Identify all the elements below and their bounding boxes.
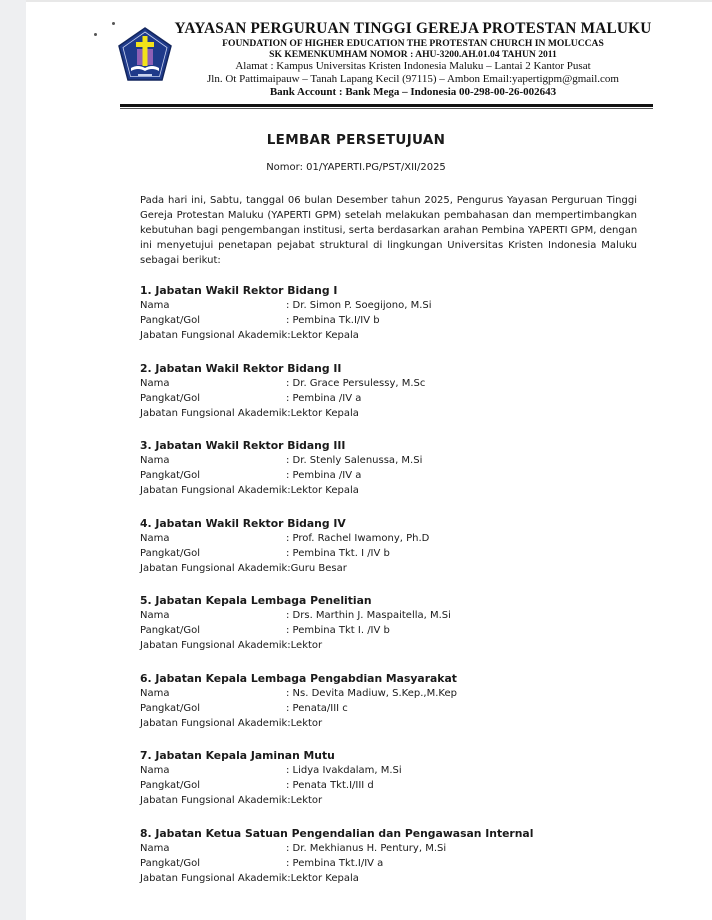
functional-value: Lektor [290, 795, 323, 806]
foundation-crest-icon [116, 26, 174, 84]
functional-value: Lektor Kepala [290, 872, 359, 884]
intro-line: Pada hari ini, Sabtu, tanggal 06 bulan Desember tahun 2025, Pengurus Yayasan Perguruan Tinggi [140, 195, 637, 206]
foundation-english-name: FOUNDATION OF HIGHER EDUCATION THE PROTESTAN CHURCH IN MOLUCCAS [222, 38, 604, 49]
position-item [140, 438, 640, 516]
rank-value: : Pembina /IV a [286, 470, 362, 481]
rank-label: Pangkat/Gol [140, 625, 201, 636]
intro-paragraph [140, 193, 637, 268]
name-value: : Dr. Grace Persulessy, M.Sc [286, 377, 426, 389]
functional-label: Jabatan Fungsional Akademik: [140, 717, 291, 729]
position-title: 5. Jabatan Kepala Lembaga Penelitian [140, 594, 372, 607]
address-line: Alamat : Kampus Universitas Kristen Indonesia Maluku – Lantai 2 Kantor Pusat [235, 60, 591, 72]
functional-value: Lektor [290, 717, 323, 729]
rank-label: Pangkat/Gol [140, 392, 201, 404]
rank-value: : Pembina Tkt.I/IV a [286, 857, 384, 869]
name-label: Nama [140, 300, 170, 311]
name-label: Nama [140, 455, 170, 466]
functional-label: Jabatan Fungsional Akademik: [140, 407, 291, 419]
rank-value: : Pembina /IV a [286, 392, 362, 404]
name-value: : Dr. Mekhianus H. Pentury, M.Si [286, 842, 447, 854]
organization-name: YAYASAN PERGURUAN TINGGI GEREJA PROTESTAN MALUKU [174, 20, 652, 37]
functional-value: Guru Besar [290, 562, 347, 574]
functional-label: Jabatan Fungsional Akademik: [140, 562, 291, 574]
position-item [140, 361, 640, 439]
rank-value: : Pembina Tkt I. /IV b [286, 625, 390, 636]
position-title: 8. Jabatan Ketua Satuan Pengendalian dan Pengawasan Internal [140, 826, 534, 840]
position-title: 1. Jabatan Wakil Rektor Bidang I [140, 284, 338, 297]
letterhead [168, 20, 658, 99]
document-title: LEMBAR PERSETUJUAN [266, 132, 446, 148]
intro-line: kebutuhan bagi pengembangan institusi, serta berdasarkan arahan Pembina YAPERTI GPM, dengan [140, 225, 638, 236]
functional-value: Lektor Kepala [290, 485, 359, 496]
name-value: : Prof. Rachel Iwamony, Ph.D [286, 532, 430, 544]
functional-label: Jabatan Fungsional Akademik: [140, 485, 291, 496]
rank-label: Pangkat/Gol [140, 315, 201, 326]
rank-label: Pangkat/Gol [140, 547, 201, 559]
rank-value: : Pembina Tk.I/IV b [286, 315, 380, 326]
intro-line: ini menyetujui penetapan pejabat struktural di lingkungan Universitas Kristen Indonesia Maluku [140, 240, 637, 251]
rank-value: : Penata/III c [286, 702, 348, 714]
intro-line: Gereja Protestan Maluku (YAPERTI GPM) setelah melakukan pembahasan dan mempertimbangkan [140, 210, 637, 221]
position-item [140, 671, 640, 749]
functional-label: Jabatan Fungsional Akademik: [140, 640, 291, 651]
rank-label: Pangkat/Gol [140, 857, 201, 869]
name-label: Nama [140, 610, 170, 621]
rank-value: : Pembina Tkt. I /IV b [286, 547, 390, 559]
name-value: : Ns. Devita Madiuw, S.Kep.,M.Kep [286, 687, 457, 699]
position-title: 7. Jabatan Kepala Jaminan Mutu [140, 749, 335, 762]
name-label: Nama [140, 377, 170, 389]
position-title: 6. Jabatan Kepala Lembaga Pengabdian Masyarakat [140, 671, 457, 685]
scan-speck [94, 33, 97, 36]
position-item [140, 516, 640, 594]
name-value: : Dr. Stenly Salenussa, M.Si [286, 455, 423, 466]
position-title: 4. Jabatan Wakil Rektor Bidang IV [140, 516, 346, 530]
functional-value: Lektor Kepala [290, 407, 359, 419]
name-label: Nama [140, 532, 170, 544]
functional-label: Jabatan Fungsional Akademik: [140, 872, 291, 884]
rank-label: Pangkat/Gol [140, 470, 201, 481]
name-value: : Lidya Ivakdalam, M.Si [286, 765, 402, 776]
position-title: 3. Jabatan Wakil Rektor Bidang III [140, 439, 346, 452]
position-item [140, 283, 640, 361]
bank-account-line: Bank Account : Bank Mega – Indonesia 00-298-00-26-002643 [269, 86, 557, 98]
position-title: 2. Jabatan Wakil Rektor Bidang II [140, 361, 342, 375]
functional-value: Lektor Kepala [290, 330, 359, 341]
rank-label: Pangkat/Gol [140, 702, 201, 714]
name-value: : Dr. Simon P. Soegijono, M.Si [286, 300, 432, 311]
name-label: Nama [140, 765, 170, 776]
position-item [140, 593, 640, 671]
position-item [140, 748, 640, 826]
name-label: Nama [140, 687, 170, 699]
functional-value: Lektor [290, 640, 323, 651]
functional-label: Jabatan Fungsional Akademik: [140, 330, 291, 341]
rank-value: : Penata Tkt.I/III d [286, 780, 374, 791]
name-value: : Drs. Marthin J. Maspaitella, M.Si [286, 610, 451, 621]
position-item [140, 826, 640, 904]
name-label: Nama [140, 842, 170, 854]
letterhead-divider-thin [120, 108, 653, 109]
positions-list [140, 283, 640, 903]
street-email-line: Jln. Ot Pattimaipauw – Tanah Lapang Kecil (97115) – Ambon Email:yapertigpm@gmail.com [206, 73, 619, 85]
scan-speck [112, 22, 115, 25]
decree-number: SK KEMENKUMHAM NOMOR : AHU-3200.AH.01.04 TAHUN 2011 [269, 49, 557, 60]
intro-line: sebagai berikut: [140, 255, 221, 266]
document-number: Nomor: 01/YAPERTI.PG/PST/XII/2025 [266, 162, 446, 173]
functional-label: Jabatan Fungsional Akademik: [140, 795, 291, 806]
rank-label: Pangkat/Gol [140, 780, 201, 791]
letterhead-divider [120, 104, 653, 107]
